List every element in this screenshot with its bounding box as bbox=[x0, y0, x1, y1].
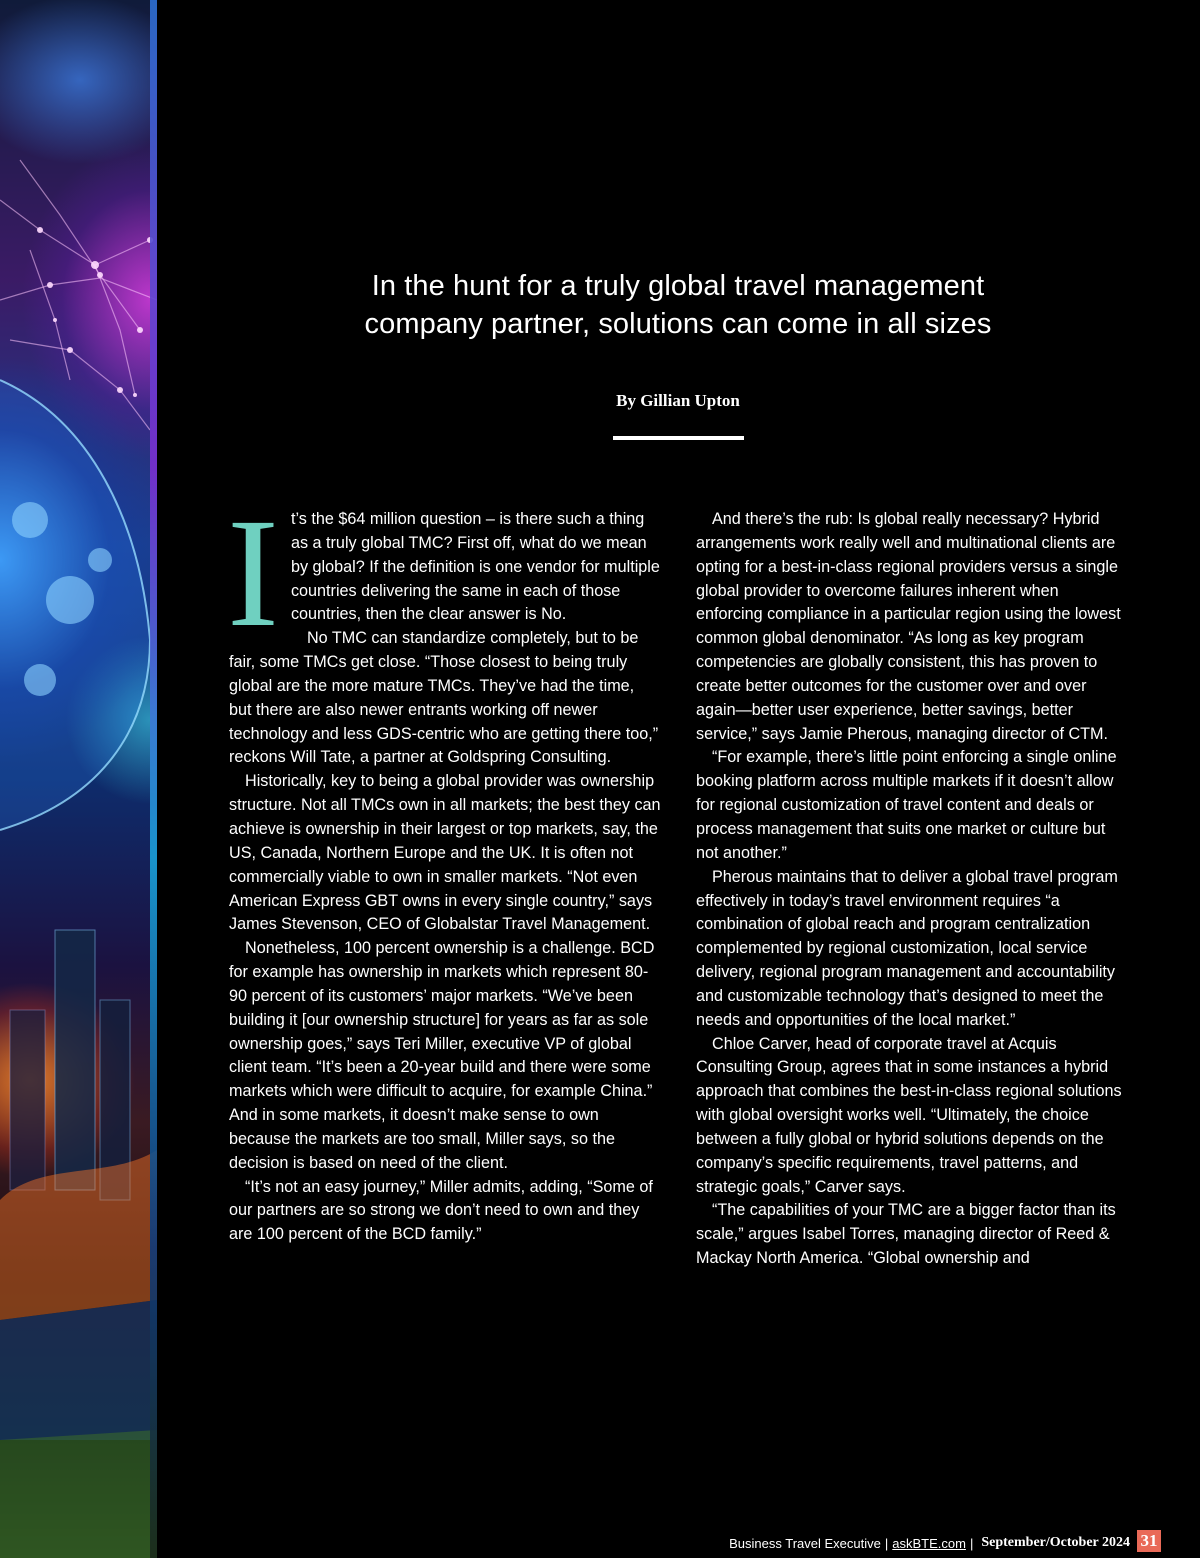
article-column-right bbox=[696, 508, 1128, 1271]
page-footer bbox=[729, 1532, 1130, 1554]
headline-line-1: In the hunt for a truly global travel management bbox=[371, 270, 985, 303]
headline-line-2: company partner, solutions can come in all sizes bbox=[364, 308, 992, 341]
byline-divider bbox=[613, 436, 744, 440]
image-edge-glow bbox=[150, 0, 157, 1558]
drop-cap: I bbox=[227, 486, 279, 659]
paragraph: No TMC can standardize completely, but to be fair, some TMCs get close. “Those closest to being truly global are the more mature TMCs. They’ve had the time, but there are also newer entrants working off newer technology and less GDS-centric who are getting there too,” reckons Will Tate, a partner at Goldspring Consulting. bbox=[229, 629, 659, 767]
paragraph: And there’s the rub: Is global really necessary? Hybrid arrangements work really well and multinational clients are opting for a best-in-class regional providers versus a single global provider to overcome failures inherent when enforcing compliance in a particular region using the lowest common global denominator. “As long as key program competencies are globally consistent, this has proven to create better outcomes for the customer over and over again—better user experience, better savings, better service,” says Jamie Pherous, managing director of CTM. bbox=[696, 510, 1121, 743]
paragraph: Chloe Carver, head of corporate travel at Acquis Consulting Group, agrees that in some instances a hybrid approach that combines the best-in-class regional solutions with global oversight works well. “Ultimately, the choice between a fully global or hybrid solutions depends on the company’s specific requirements, travel patterns, and strategic goals,” Carver says. bbox=[696, 1034, 1122, 1196]
publication-name: Business Travel Executive bbox=[729, 1535, 881, 1551]
paragraph: “For example, there’s little point enforcing a single online booking platform across multiple markets if it doesn’t allow for regional customization of travel content and deals or process management that suits one market or culture but not another.” bbox=[696, 748, 1117, 862]
network-lines-graphic bbox=[0, 0, 157, 1558]
globe-network-illustration bbox=[0, 0, 157, 1558]
issue-date: September/October 2024 bbox=[981, 1535, 1130, 1550]
paragraph: Historically, key to being a global provider was ownership structure. Not all TMCs own in all markets; the best they can achieve is ownership in their largest or top markets, say, the US, Canada, Northern Europe and the UK. It is often not commercially viable to own in smaller markets. “Not even American Express GBT owns in every single country,” says James Stevenson, CEO of Globalstar Travel Management. bbox=[229, 772, 661, 934]
paragraph: Nonetheless, 100 percent ownership is a challenge. BCD for example has ownership in markets which represent 80-90 percent of its customers’ major markets. “We’ve been building it [our ownership structure] for years as far as sole ownership goes,” says Teri Miller, executive VP of global client team. “It’s been a 20-year build and there were some markets which were difficult to acquire, for example China.” And in some markets, it doesn’t make sense to own because the markets are too small, Miller says, so the decision is based on need of the client. bbox=[229, 939, 655, 1172]
website-link[interactable]: askBTE.com bbox=[892, 1535, 966, 1551]
paragraph: “It’s not an easy journey,” Miller admits, adding, “Some of our partners are so strong we don’t need to own and they are 100 percent of the BCD family.” bbox=[229, 1177, 653, 1244]
paragraph: “The capabilities of your TMC are a bigger factor than its scale,” argues Isabel Torres, managing director of Reed & Mackay North America. “Global ownership and bbox=[696, 1201, 1116, 1268]
footer-separator: | bbox=[884, 1535, 889, 1551]
article-headline bbox=[300, 267, 1056, 343]
article-column-left bbox=[227, 486, 661, 1247]
footer-separator: | bbox=[969, 1535, 974, 1551]
page-number-badge: 31 bbox=[1137, 1530, 1161, 1552]
paragraph-text: t’s the $64 million question – is there such a thing as a truly global TMC? First off, what do we mean by global? If the definition is one vendor for multiple countries delivering the same in each of those countries, then the clear answer is No. bbox=[290, 510, 660, 624]
paragraph bbox=[227, 486, 661, 659]
byline: By Gillian Upton bbox=[616, 391, 740, 410]
paragraph: Pherous maintains that to deliver a global travel program effectively in today’s travel environment requires “a combination of global reach and program centralization complemented by regional customization, local service delivery, regional program management and accountability and customizable technology that’s designed to meet the needs and opportunities of the local market.” bbox=[696, 867, 1118, 1029]
